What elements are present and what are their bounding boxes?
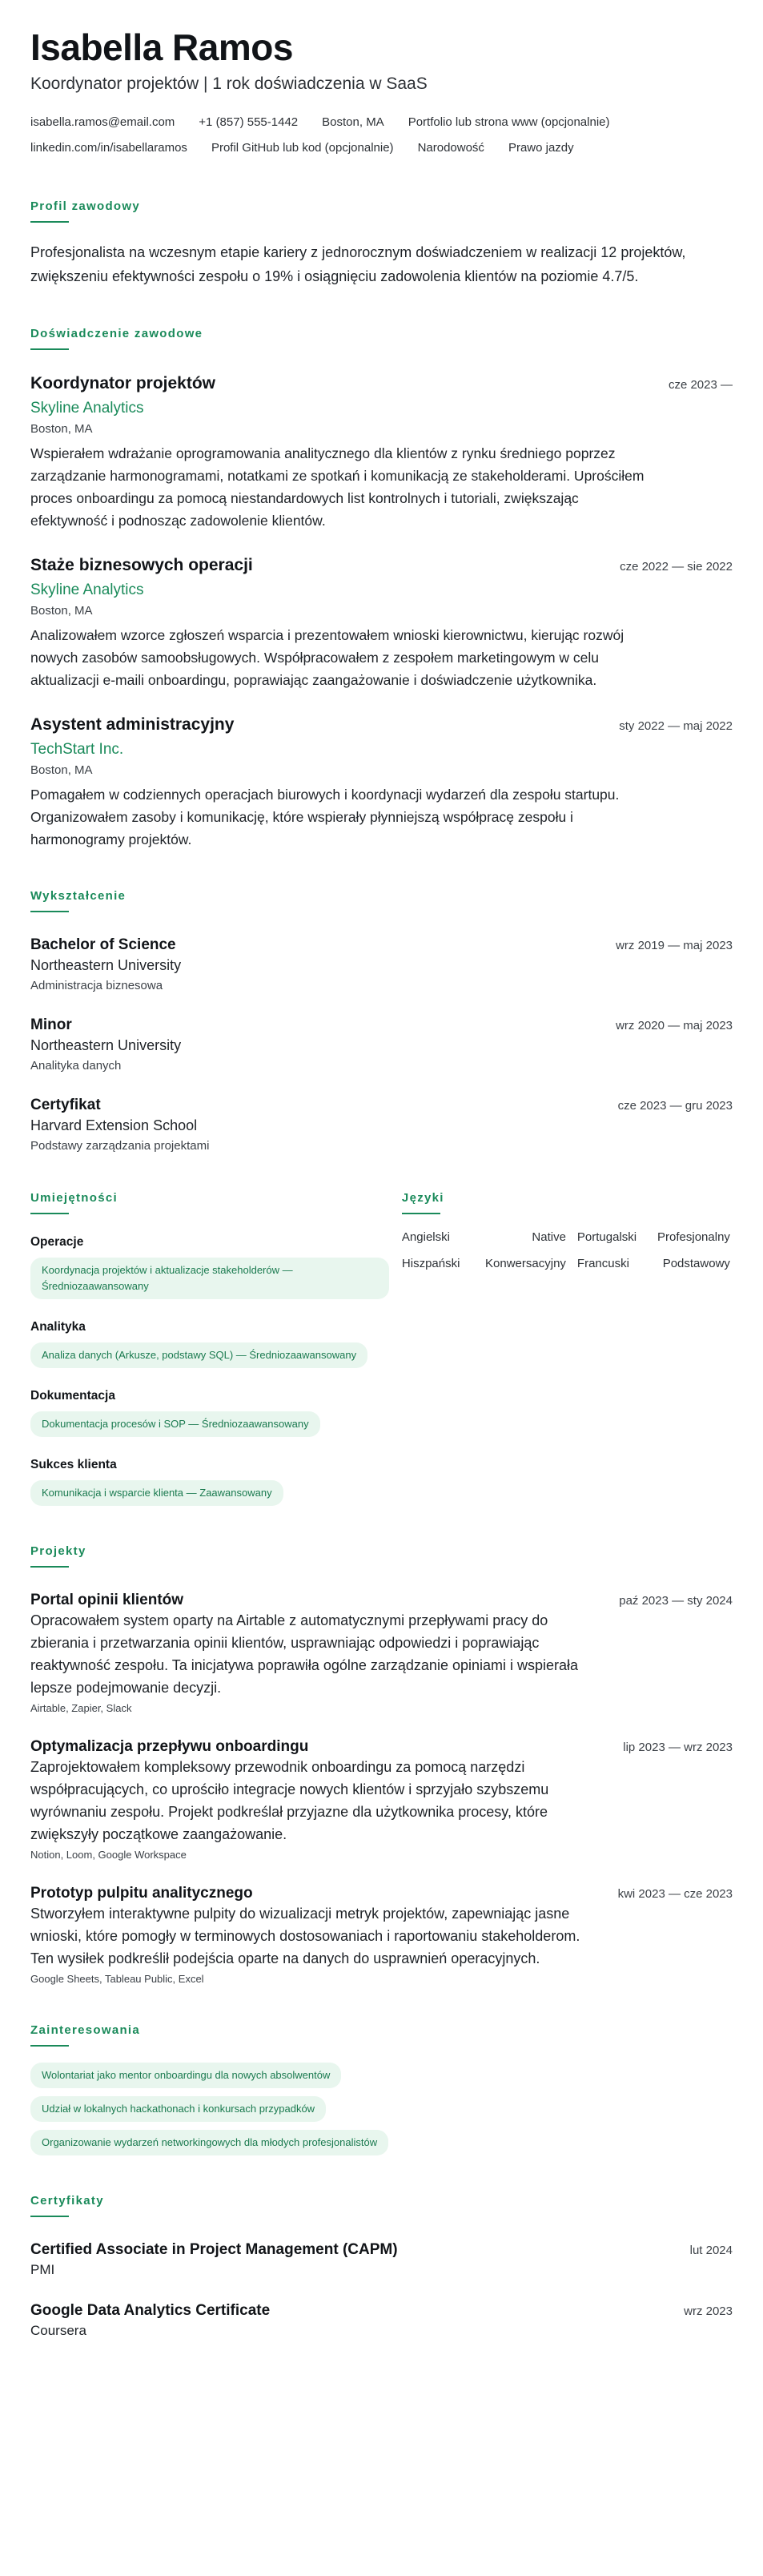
edu-field: Podstawy zarządzania projektami bbox=[30, 1138, 210, 1153]
contact-github[interactable]: Profil GitHub lub kod (opcjonalnie) bbox=[211, 140, 394, 155]
contact-info bbox=[30, 110, 733, 161]
education-item bbox=[30, 936, 733, 992]
project-description: Stworzyłem interaktywne pulpity do wizualizacji metryk projektów, zapewniając jasne wnioski, które pomogły w terminowych dostosowaniach i raportowaniu stakeholderom. Ten wysiłek podkreślił podejścia oparte na danych do usprawnień operacyjnych. bbox=[30, 1905, 580, 1966]
edu-school: Northeastern University bbox=[30, 1036, 182, 1053]
edu-degree: Bachelor of Science bbox=[30, 936, 176, 953]
project-item bbox=[30, 1885, 733, 1985]
project-tech: Airtable, Zapier, Slack bbox=[30, 1701, 132, 1714]
skill-category: Dokumentacja bbox=[30, 1388, 115, 1403]
contact-linkedin[interactable]: linkedin.com/in/isabellaramos bbox=[30, 140, 187, 155]
interests-list bbox=[30, 2063, 733, 2155]
skill-group bbox=[30, 1320, 389, 1368]
education-item bbox=[30, 1016, 733, 1073]
language-level: Konwersacyjny bbox=[485, 1256, 566, 1270]
edu-school: Harvard Extension School bbox=[30, 1117, 198, 1133]
project-description: Zaprojektowałem kompleksowy przewodnik onboardingu za pomocą narzędzi współpracujących, co uprościło integracje nowych klientów i sprzyjało szybszemu wyrównaniu zespołu. Projekt podkreślał przyjazne dla użytkownika procesy, które zwiększyły początkowe zaangażowanie. bbox=[30, 1758, 549, 1842]
skill-group bbox=[30, 1458, 389, 1506]
job-location: Boston, MA bbox=[30, 603, 93, 618]
language-name: Portugalski bbox=[576, 1230, 637, 1244]
certification-item bbox=[30, 2302, 733, 2339]
cert-title: Certified Associate in Project Management (CAPM) bbox=[30, 2240, 398, 2258]
project-dates: kwi 2023 — cze 2023 bbox=[617, 1886, 733, 1901]
edu-school: Northeastern University bbox=[30, 956, 182, 973]
language-level: Podstawowy bbox=[662, 1256, 730, 1270]
experience-item bbox=[30, 556, 733, 691]
languages-section bbox=[402, 1153, 733, 1506]
summary-text: Profesjonalista na wczesnym etapie kariery z jednorocznym doświadczeniem w realizacji 12 projektów, zwiększeniu efektywności zespołu o 19% i osiągnięciu zadowolenia klientów na poziomie 4.7/5. bbox=[30, 244, 686, 284]
cert-date: lut 2024 bbox=[689, 2243, 733, 2257]
languages-list bbox=[402, 1230, 733, 1270]
candidate-name: Isabella Ramos bbox=[30, 26, 293, 68]
cert-issuer: PMI bbox=[30, 2261, 55, 2277]
job-dates: cze 2022 — sie 2022 bbox=[620, 559, 733, 574]
project-title: Optymalizacja przepływu onboardingu bbox=[30, 1737, 309, 1755]
experience-item bbox=[30, 715, 733, 851]
project-tech: Google Sheets, Tableau Public, Excel bbox=[30, 1972, 204, 1985]
section-title-education: Wykształcenie bbox=[30, 889, 733, 912]
job-description: Wspierałem wdrażanie oprogramowania analitycznego dla klientów z rynku średniego poprzez zarządzanie harmonogramami, notatkami ze spotkań i komunikacją ze stakeholderami. Uprościłem proces onboardingu za pomocą niestandardowych list kontrolnych i tutoriali, zwiększając efektywność i podnosząc zadowolenie klientów. bbox=[30, 445, 645, 529]
interest-tag: Organizowanie wydarzeń networkingowych dla młodych profesjonalistów bbox=[30, 2130, 388, 2155]
language-level: Profesjonalny bbox=[657, 1230, 730, 1244]
skills-section bbox=[30, 1153, 389, 1506]
project-dates: lip 2023 — wrz 2023 bbox=[623, 1740, 733, 1754]
project-dates: paź 2023 — sty 2024 bbox=[619, 1593, 733, 1608]
headline: Koordynator projektów | 1 rok doświadczenia w SaaS bbox=[30, 74, 428, 93]
contact-driving-license: Prawo jazdy bbox=[508, 140, 574, 155]
cert-date: wrz 2023 bbox=[684, 2304, 733, 2318]
edu-degree: Minor bbox=[30, 1016, 72, 1033]
job-description: Analizowałem wzorce zgłoszeń wsparcia i prezentowałem wnioski kierownictwu, kierując rozwój nowych zasobów samoobsługowych. Współpracowałem z zespołem marketingowym w celu aktualizacji e-maili onboardingu, poprawiając zaangażowanie i doświadczenie użytkownika. bbox=[30, 626, 624, 688]
section-title-languages: Języki bbox=[402, 1191, 733, 1214]
skill-category: Sukces klienta bbox=[30, 1457, 117, 1471]
edu-field: Analityka danych bbox=[30, 1058, 122, 1073]
project-title: Prototyp pulpitu analitycznego bbox=[30, 1884, 253, 1902]
job-title: Asystent administracyjny bbox=[30, 714, 235, 734]
contact-portfolio[interactable]: Portfolio lub strona www (opcjonalnie) bbox=[408, 115, 610, 129]
job-title: Staże biznesowych operacji bbox=[30, 555, 253, 574]
cert-title: Google Data Analytics Certificate bbox=[30, 2301, 271, 2319]
skills-languages-columns bbox=[30, 1153, 733, 1506]
job-company: Skyline Analytics bbox=[30, 399, 144, 417]
skill-category: Analityka bbox=[30, 1319, 86, 1334]
certification-item bbox=[30, 2241, 733, 2278]
job-title: Koordynator projektów bbox=[30, 373, 216, 392]
skill-tag: Dokumentacja procesów i SOP — Średniozaawansowany bbox=[30, 1411, 320, 1437]
edu-dates: wrz 2020 — maj 2023 bbox=[616, 1018, 733, 1032]
edu-dates: wrz 2019 — maj 2023 bbox=[616, 938, 733, 952]
language-level: Native bbox=[532, 1230, 566, 1244]
language-name: Hiszpański bbox=[401, 1256, 460, 1270]
section-title-skills: Umiejętności bbox=[30, 1191, 389, 1214]
resume-header bbox=[30, 27, 733, 161]
project-title: Portal opinii klientów bbox=[30, 1591, 184, 1608]
contact-phone[interactable]: +1 (857) 555-1442 bbox=[199, 115, 299, 129]
project-item bbox=[30, 1738, 733, 1861]
skill-tag: Analiza danych (Arkusze, podstawy SQL) — Średniozaawansowany bbox=[30, 1342, 367, 1368]
edu-degree: Certyfikat bbox=[30, 1096, 101, 1113]
skill-tag: Komunikacja i wsparcie klienta — Zaawansowany bbox=[30, 1480, 283, 1506]
language-name: Francuski bbox=[576, 1256, 629, 1270]
section-title-projects: Projekty bbox=[30, 1544, 733, 1568]
experience-item bbox=[30, 374, 733, 532]
section-title-summary: Profil zawodowy bbox=[30, 199, 733, 223]
language-name: Angielski bbox=[401, 1230, 450, 1244]
section-title-experience: Doświadczenie zawodowe bbox=[30, 327, 733, 350]
job-company: TechStart Inc. bbox=[30, 740, 124, 758]
job-dates: cze 2023 — bbox=[668, 377, 733, 392]
job-dates: sty 2022 — maj 2022 bbox=[619, 718, 733, 733]
project-description: Opracowałem system oparty na Airtable z automatycznymi przepływami pracy do zbierania i przetwarzania opinii klientów, usprawniając odpowiedzi i poprawiając reaktywność zespołu. Ta inicjatywa poprawiła ogólne zarządzanie opiniami i wspierała lepsze podejmowanie decyzji. bbox=[30, 1612, 579, 1696]
cert-issuer: Coursera bbox=[30, 2322, 86, 2338]
skill-tag: Koordynacja projektów i aktualizacje stakeholderów — Średniozaawansowany bbox=[30, 1258, 389, 1299]
job-location: Boston, MA bbox=[30, 763, 93, 777]
edu-dates: cze 2023 — gru 2023 bbox=[617, 1098, 733, 1113]
section-title-certifications: Certyfikaty bbox=[30, 2194, 733, 2217]
skill-group bbox=[30, 1235, 389, 1299]
education-item bbox=[30, 1097, 733, 1153]
project-item bbox=[30, 1592, 733, 1714]
interest-tag: Udział w lokalnych hackathonach i konkursach przypadków bbox=[30, 2096, 326, 2122]
skill-category: Operacje bbox=[30, 1234, 84, 1249]
skill-group bbox=[30, 1389, 389, 1437]
project-tech: Notion, Loom, Google Workspace bbox=[30, 1848, 187, 1861]
interest-tag: Wolontariat jako mentor onboardingu dla nowych absolwentów bbox=[30, 2063, 341, 2088]
edu-field: Administracja biznesowa bbox=[30, 978, 163, 992]
contact-email[interactable]: isabella.ramos@email.com bbox=[30, 115, 175, 129]
job-location: Boston, MA bbox=[30, 421, 93, 436]
job-description: Pomagałem w codziennych operacjach biurowych i koordynacji wydarzeń dla zespołu startupu. Organizowałem zasoby i komunikację, które wspierały płynniejszą współpracę zespołu i harmonogramy projektów. bbox=[30, 786, 620, 847]
job-company: Skyline Analytics bbox=[30, 581, 144, 598]
contact-nationality: Narodowość bbox=[417, 140, 484, 155]
section-title-interests: Zainteresowania bbox=[30, 2023, 733, 2047]
contact-location: Boston, MA bbox=[322, 115, 384, 129]
